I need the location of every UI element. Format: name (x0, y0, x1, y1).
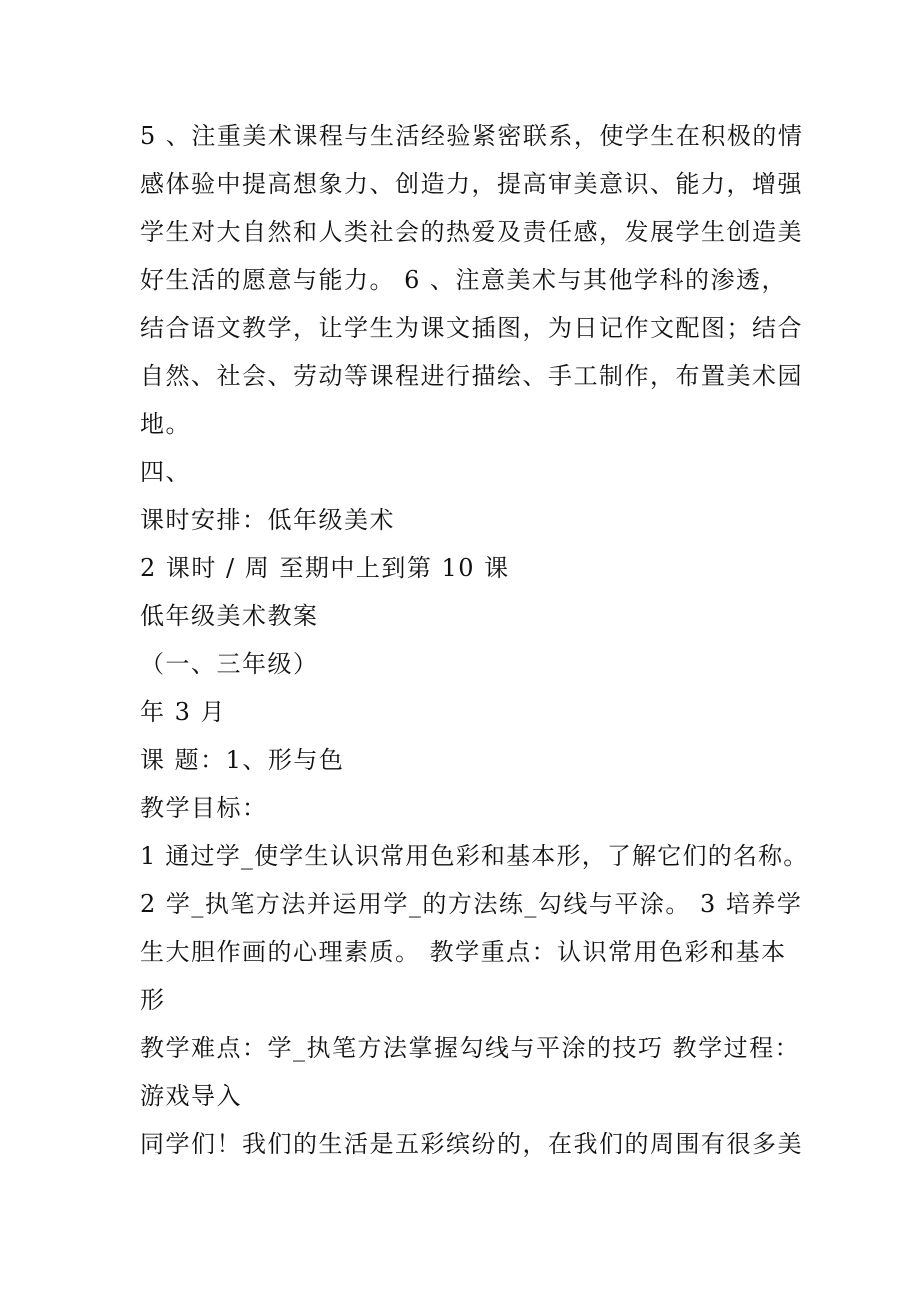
text-line: 课时安排：低年级美术 (140, 506, 395, 534)
text-line: 2 学_执笔方法并运用学_的方法练_勾线与平涂。 3 培养学 (140, 890, 803, 918)
text-line: 形 (140, 986, 166, 1014)
section-heading: 四、 (140, 458, 191, 486)
lesson-topic: 课 题：1、形与色 (140, 746, 345, 774)
lesson-plan-title: 低年级美术教案 (140, 602, 319, 630)
text-line: 感体验中提高想象力、创造力，提高审美意识、能力，增强 (140, 170, 803, 198)
text-line: 2 课时 / 周 至期中上到第 10 课 (140, 554, 510, 582)
date-line: 年 3 月 (140, 698, 227, 726)
text-line: 游戏导入 (140, 1082, 242, 1110)
text-line: 同学们！我们的生活是五彩缤纷的，在我们的周围有很多美 (140, 1130, 803, 1158)
text-line: 教学难点：学_执笔方法掌握勾线与平涂的技巧 教学过程： (140, 1034, 801, 1062)
text-line: 5 、注重美术课程与生活经验紧密联系，使学生在积极的情 (140, 122, 804, 150)
text-line: 自然、社会、劳动等课程进行描绘、手工制作，布置美术园 (140, 362, 803, 390)
grade-label: （一、三年级） (140, 650, 319, 678)
text-line: 地。 (140, 410, 191, 438)
objectives-heading: 教学目标： (140, 794, 268, 822)
text-line: 结合语文教学，让学生为课文插图，为日记作文配图；结合 (140, 314, 803, 342)
text-line: 学生对大自然和人类社会的热爱及责任感，发展学生创造美 (140, 218, 803, 246)
text-line: 好生活的愿意与能力。 6 、注意美术与其他学科的渗透， (140, 266, 788, 294)
text-line: 生大胆作画的心理素质。 教学重点：认识常用色彩和基本 (140, 938, 787, 966)
text-line: 1 通过学_使学生认识常用色彩和基本形，了解它们的名称。 (140, 842, 809, 870)
document-body (140, 112, 809, 1168)
